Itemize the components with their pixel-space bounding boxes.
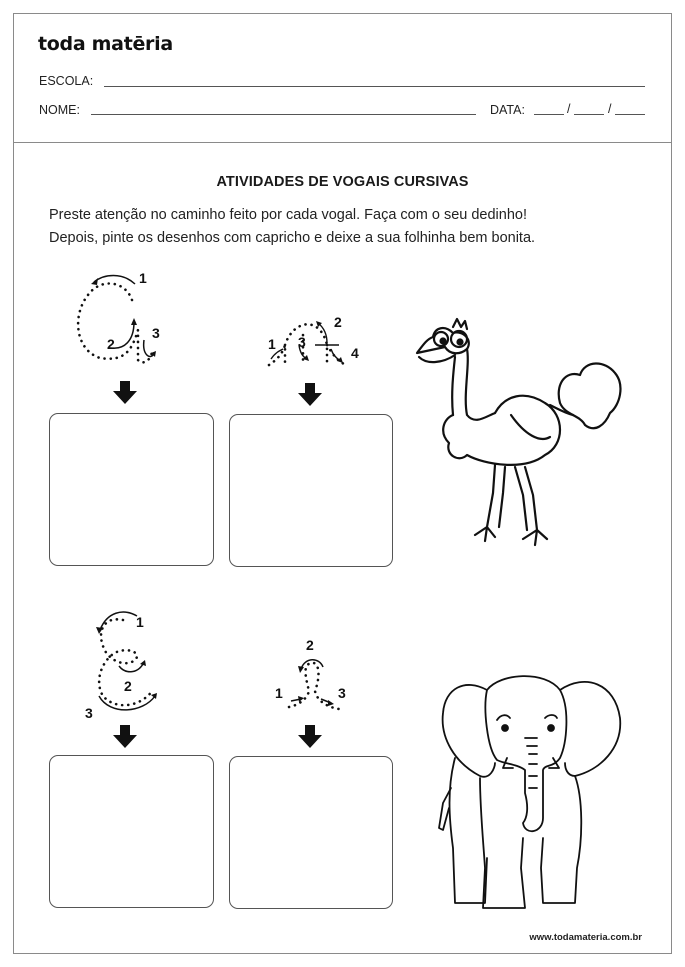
drawing-box-e[interactable] bbox=[49, 755, 214, 908]
date-separator: / bbox=[567, 102, 571, 116]
header-divider bbox=[13, 142, 672, 143]
stroke-number: 3 bbox=[152, 325, 160, 341]
logo: toda matēria bbox=[38, 33, 173, 55]
stroke-number: 3 bbox=[338, 685, 346, 701]
date-year-field[interactable] bbox=[615, 114, 645, 115]
drawing-box-m[interactable] bbox=[229, 414, 393, 567]
down-arrow-icon bbox=[298, 725, 322, 749]
school-field[interactable] bbox=[104, 86, 645, 87]
date-month-field[interactable] bbox=[574, 114, 604, 115]
stroke-number: 3 bbox=[298, 334, 306, 350]
name-label: NOME: bbox=[39, 103, 80, 117]
date-separator: / bbox=[608, 102, 612, 116]
name-field[interactable] bbox=[91, 114, 476, 115]
drawing-box-l[interactable] bbox=[229, 756, 393, 909]
stroke-number: 2 bbox=[124, 678, 132, 694]
cursive-e-tracing bbox=[85, 608, 175, 718]
stroke-number: 2 bbox=[306, 637, 314, 653]
website-link[interactable]: www.todamateria.com.br bbox=[529, 932, 642, 943]
down-arrow-icon bbox=[113, 381, 137, 405]
school-label: ESCOLA: bbox=[39, 74, 94, 88]
stroke-number: 1 bbox=[275, 685, 283, 701]
stroke-number: 1 bbox=[139, 270, 147, 286]
stroke-number: 4 bbox=[351, 345, 359, 361]
cursive-l-tracing bbox=[285, 655, 345, 715]
stroke-number: 2 bbox=[334, 314, 342, 330]
date-label: DATA: bbox=[490, 103, 525, 117]
cursive-a-tracing bbox=[70, 270, 180, 370]
elephant-illustration bbox=[425, 668, 625, 908]
page-title: ATIVIDADES DE VOGAIS CURSIVAS bbox=[216, 174, 469, 190]
stroke-number: 2 bbox=[107, 336, 115, 352]
down-arrow-icon bbox=[298, 383, 322, 407]
instruction-line-1: Preste atenção no caminho feito por cada vogal. Faça com o seu dedinho! bbox=[49, 207, 527, 223]
date-day-field[interactable] bbox=[534, 114, 564, 115]
stroke-number: 3 bbox=[85, 705, 93, 721]
instruction-line-2: Depois, pinte os desenhos com capricho e deixe a sua folhinha bem bonita. bbox=[49, 230, 536, 246]
down-arrow-icon bbox=[113, 725, 137, 749]
stroke-number: 1 bbox=[268, 336, 276, 352]
drawing-box-a[interactable] bbox=[49, 413, 214, 566]
stroke-number: 1 bbox=[136, 614, 144, 630]
ostrich-illustration bbox=[415, 315, 630, 555]
